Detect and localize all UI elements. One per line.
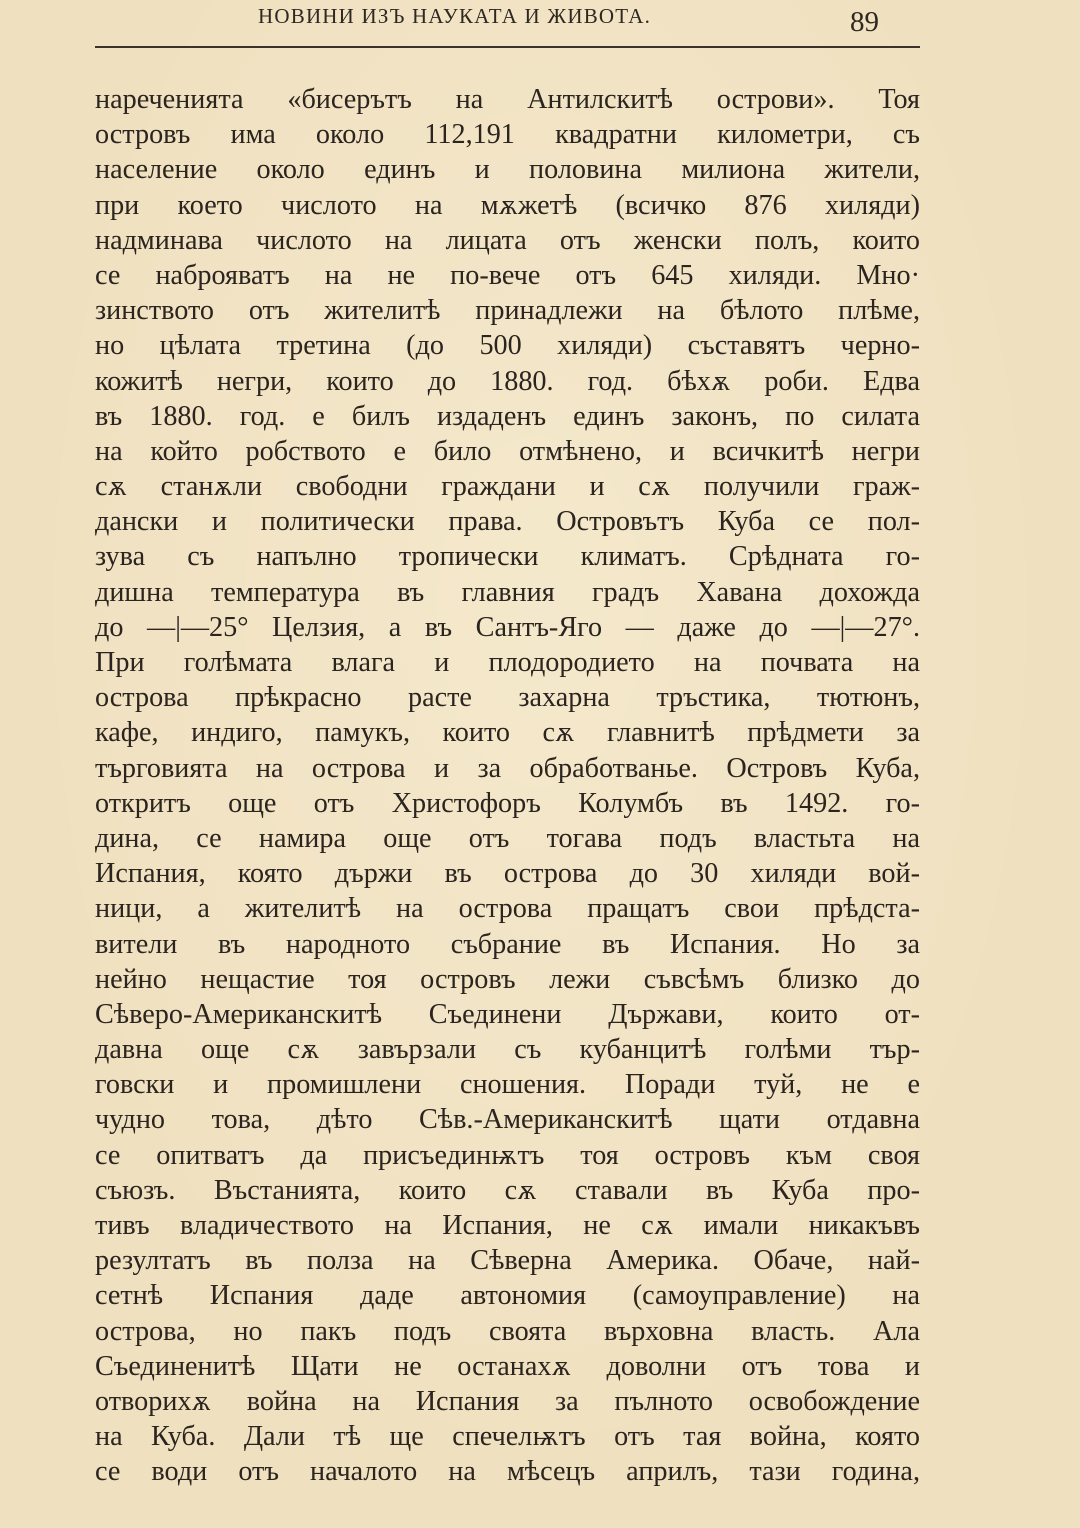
running-title: НОВИНИ ИЗЪ НАУКАТА И ЖИВОТА. [258,4,652,28]
text-line: нареченията «бисерътъ на Антилскитѣ острови». Тоя [95,84,920,115]
text-line: въ 1880. год. е билъ издаденъ единъ законъ, по силата [95,400,920,432]
text-line: нейно нещастие тоя островъ лежи съвсѣмъ близко до [95,963,920,995]
text-line: дишна температура въ главния градъ Хавана дохожда [95,576,920,608]
text-line: сѫ станѫли свободни граждани и сѫ получили граж- [95,471,920,503]
text-line: давна още сѫ завързали съ кубанцитѣ голѣми тър- [95,1034,920,1066]
text-line: на Куба. Дали тѣ ще спечелѭтъ отъ тая война, която [95,1421,920,1453]
running-head [95,2,920,42]
text-line: търговията на острова и за обработванье. Островъ Куба, [95,752,920,784]
text-line: кожитѣ негри, които до 1880. год. бѣхѫ роби. Едва [95,365,920,397]
text-line: Испания, която държи въ острова до 30 хиляди вой- [95,858,920,890]
text-line: до —|—25° Целзия, а въ Сантъ-Яго — даже до —|—27°. [95,611,920,643]
text-line: при което числото на мѫжетѣ (всичко 876 хиляди) [95,189,920,221]
text-line: сетнѣ Испания даде автономия (самоуправление) на [95,1280,920,1312]
text-line: се опитватъ да присъединѭтъ тоя островъ към своя [95,1139,920,1171]
text-line: говски и промишлени сношения. Поради туй, не е [95,1069,920,1101]
text-line: чудно това, дѣто Сѣв.-Американскитѣ щати отдавна [95,1104,920,1136]
text-line: но цѣлата третина (до 500 хиляди) съставятъ черно- [95,330,920,362]
text-line: ници, а жителитѣ на острова пращатъ свои прѣдста- [95,893,920,925]
text-line: резултатъ въ полза на Сѣверна Америка. Обаче, най- [95,1245,920,1277]
text-line: тивъ владичеството на Испания, не сѫ имали никакъвъ [95,1210,920,1241]
page-number: 89 [850,6,879,38]
body-text [95,82,920,1490]
text-line: на който робството е било отмѣнено, и всичкитѣ негри [95,435,920,467]
text-line: съюзъ. Въстанията, които сѫ ставали въ Куба про- [95,1174,920,1206]
text-line: зинството отъ жителитѣ принадлежи на бѣлото плѣме, [95,295,920,327]
text-line: островъ има около 112,191 квадратни километри, съ [95,119,920,151]
text-line: вители въ народното събрание въ Испания. Но за [95,928,920,960]
text-line: дански и политически права. Островътъ Куба се пол- [95,506,920,538]
text-line: острова, но пакъ подъ своята върховна власть. Ала [95,1315,920,1347]
text-line: При голѣмата влага и плодородието на почвата на [95,647,920,678]
text-line: надминава числото на лицата отъ женски полъ, които [95,224,920,256]
text-line: се води отъ началото на мѣсецъ априлъ, тази година, [95,1456,920,1488]
text-line: острова прѣкрасно расте захарна тръстика, тютюнъ, [95,682,920,714]
text-line: дина, се намира още отъ тогава подъ властьта на [95,822,920,854]
header-rule [95,46,920,48]
text-line: Сѣверо-Американскитѣ Съединени Държави, които от- [95,998,920,1030]
text-line: отворихѫ война на Испания за пълното освобождение [95,1385,920,1417]
text-line: откритъ още отъ Христофоръ Колумбъ въ 1492. го- [95,787,920,819]
text-line: кафе, индиго, памукъ, които сѫ главнитѣ прѣдмети за [95,717,920,749]
text-line: Съединенитѣ Щати не останахѫ доволни отъ това и [95,1350,920,1382]
text-line: се наброяватъ на не по-вече отъ 645 хиляди. Мно· [95,259,920,291]
text-line: население около единъ и половина милиона жители, [95,154,920,186]
text-line: зува съ напълно тропически климатъ. Срѣдната го- [95,541,920,573]
